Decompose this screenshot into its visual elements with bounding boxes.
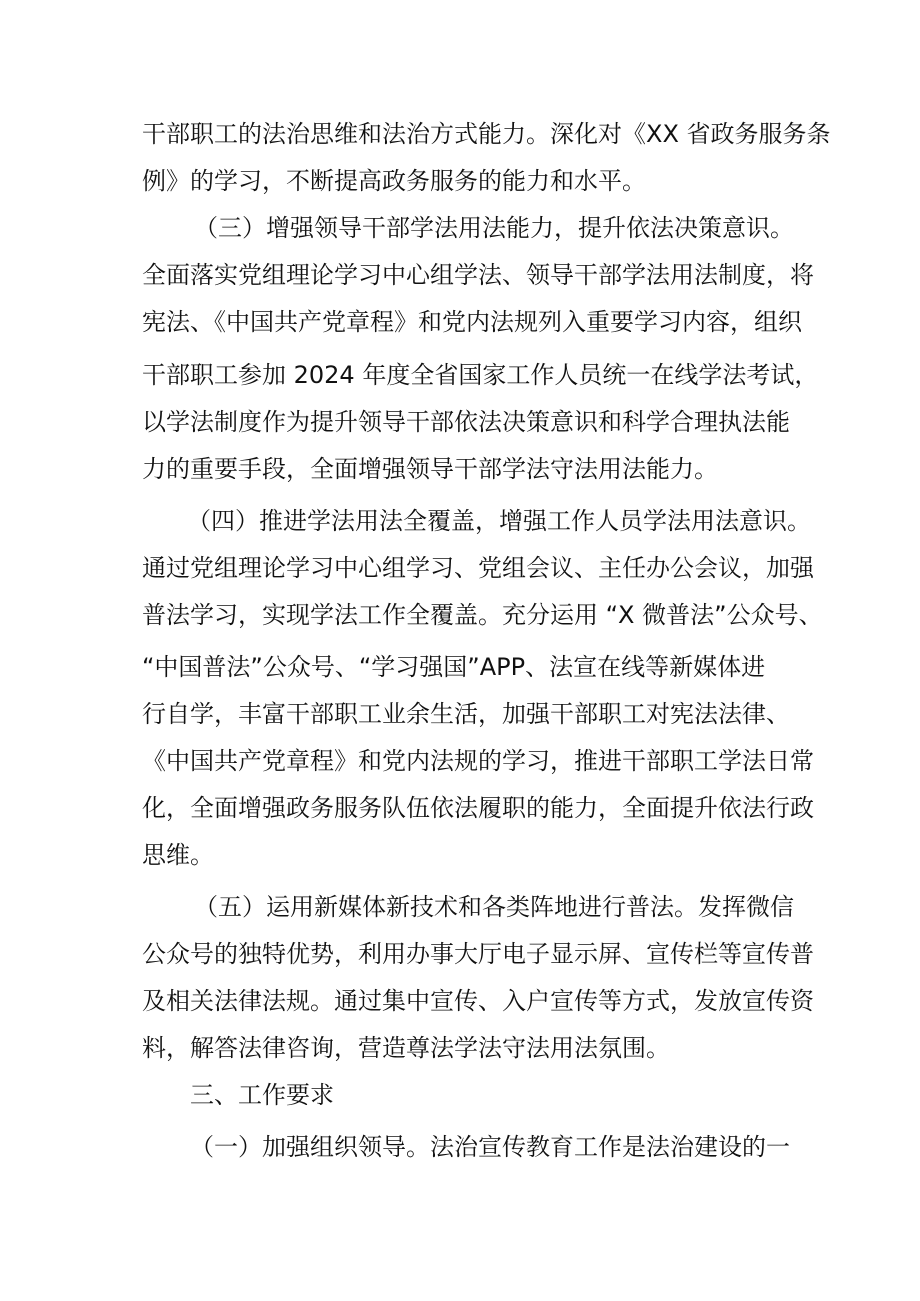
text-line: 干部职工的法治思维和法治方式能力。深化对《XX 省政务服务条 xyxy=(142,120,831,148)
paragraph-heading: （一）加强组织领导。法治宣传教育工作是法治建设的一 xyxy=(190,1133,790,1161)
text-line: 通过党组理论学习中心组学习、党组会议、主任办公会议，加强 xyxy=(142,554,814,582)
text-line: 料，解答法律咨询，营造尊法学法守法用法氛围。 xyxy=(142,1034,670,1062)
text-line: 化，全面增强政务服务队伍依法履职的能力，全面提升依法行政 xyxy=(142,794,814,822)
text-line: 《中国共产党章程》和党内法规的学习，推进干部职工学法日常 xyxy=(142,747,814,775)
text-line: 思维。 xyxy=(142,841,214,869)
text-line: 全面落实党组理论学习中心组学法、领导干部学法用法制度，将 xyxy=(142,261,814,289)
text-line: 力的重要手段，全面增强领导干部学法守法用法能力。 xyxy=(142,455,718,483)
paragraph-heading: （四）推进学法用法全覆盖，增强工作人员学法用法意识。 xyxy=(187,507,811,535)
text-line: “中国普法”公众号、“学习强国”APP、法宣在线等新媒体进 xyxy=(142,653,766,681)
text-line: 以学法制度作为提升领导干部依法决策意识和科学合理执法能 xyxy=(142,408,790,436)
section-heading: 三、工作要求 xyxy=(190,1081,334,1109)
text-line: 例》的学习，不断提高政务服务的能力和水平。 xyxy=(142,167,646,195)
paragraph-heading: （三）增强领导干部学法用法能力，提升依法决策意识。 xyxy=(194,214,794,242)
paragraph-heading: （五）运用新媒体新技术和各类阵地进行普法。发挥微信 xyxy=(194,893,794,921)
text-line: 宪法、《中国共产党章程》和党内法规列入重要学习内容，组织 xyxy=(142,308,802,336)
text-line: 行自学，丰富干部职工业余生活，加强干部职工对宪法法律、 xyxy=(142,700,790,728)
text-line: 公众号的独特优势，利用办事大厅电子显示屏、宣传栏等宣传普 xyxy=(142,940,814,968)
text-line: 及相关法律法规。通过集中宣传、入户宣传等方式，发放宣传资 xyxy=(142,987,814,1015)
text-line: 普法学习，实现学法工作全覆盖。充分运用 “X 微普法”公众号、 xyxy=(142,601,823,629)
text-line: 干部职工参加 2024 年度全省国家工作人员统一在线学法考试， xyxy=(142,361,819,389)
